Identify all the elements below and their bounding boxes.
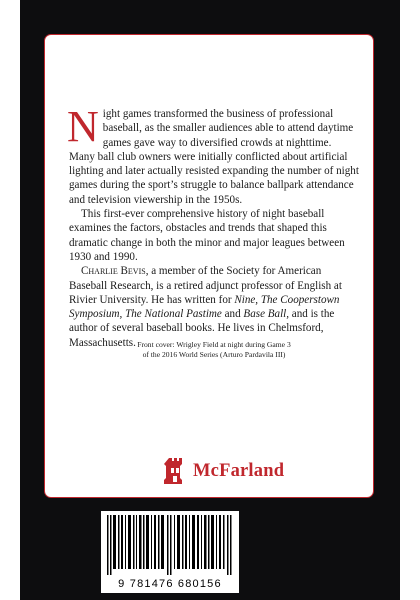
bio-title-2: Base Ball, — [243, 308, 290, 321]
cover-credit — [69, 340, 359, 360]
drop-cap: N — [67, 102, 99, 151]
blurb-text — [67, 102, 359, 350]
blurb-intro — [67, 102, 359, 207]
castle-tower-icon — [163, 456, 187, 486]
intro-text: ight games transformed the business of professional baseball, as the smaller audiences able to attend daytime games gave way to diversified crowds at nighttime. Many ball club owners were initially conflicted about artificial lighting and later actually resisted expanding the number of night games during the sport’s struggle to balance ballpark attendance and television viewership in the 1950s. — [69, 108, 359, 206]
author-bio — [69, 264, 359, 350]
isbn-number: 9 781476 680156 — [118, 578, 222, 590]
credit-line-1: Front cover: Wrigley Field at night during Game 3 — [137, 340, 291, 349]
text-panel — [44, 34, 374, 498]
credit-line-2: of the 2016 World Series (Arturo Pardavila III) — [142, 350, 286, 359]
bio-connector: and — [221, 308, 244, 321]
author-name: Charlie Bevis — [81, 265, 146, 278]
barcode-bars — [107, 515, 233, 575]
publisher-logo — [163, 456, 284, 486]
bio-title-1: Nine, The Cooperstown Symposium, The National Pastime — [69, 293, 340, 321]
isbn-barcode — [101, 511, 239, 593]
blurb-second-paragraph: This first-ever comprehensive history of night baseball examines the factors, obstacles and trends that shaped this dramatic change in both the minor and major leagues between 1930 and 1990. — [69, 208, 345, 263]
publisher-name: McFarland — [193, 460, 285, 481]
bio-text-2: and is the author of several baseball books. He lives in Chelmsford, Massachusetts. — [69, 308, 335, 349]
bio-text-1: , a member of the Society for American Baseball Research, is a retired adjunct professor of English at Rivier University. He has written for — [69, 265, 342, 306]
